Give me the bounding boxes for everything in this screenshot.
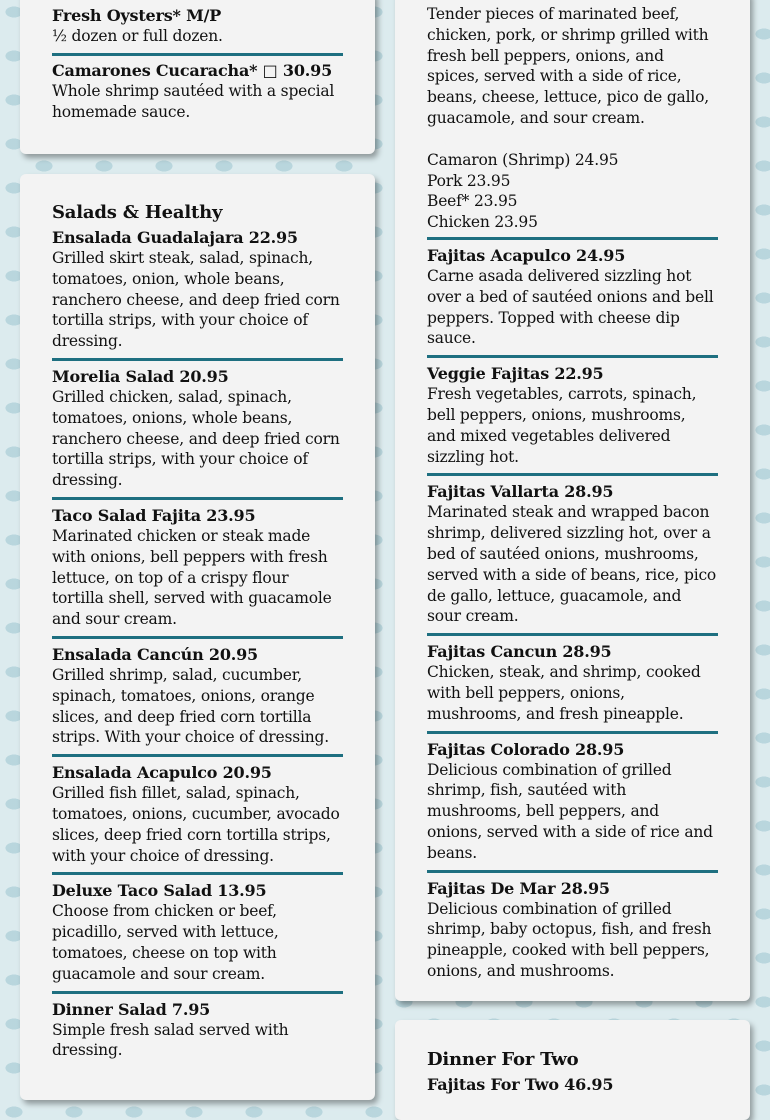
top-left-items [52, 0, 343, 134]
menu-item-name: Veggie Fajitas 22.95 [427, 364, 604, 384]
menu-item-desc: Whole shrimp sautéed with a special homemade sauce. [52, 81, 335, 121]
menu-item [427, 482, 718, 636]
fajita-option: Camaron (Shrimp) 24.95 [427, 150, 619, 169]
menu-item-desc: Tender pieces of marinated beef, chicken, pork, or shrimp grilled with fresh bell peppers, onions, and spices, served with a side of rice, beans, cheese, lettuce, pico de gallo, guacamole, and sour cream. [427, 5, 709, 127]
menu-item-desc: Grilled chicken, salad, spinach, tomatoes, onions, whole beans, ranchero cheese, and deep fried corn tortilla strips, with your choice of dressing. [52, 387, 340, 490]
menu-item [427, 740, 718, 873]
menu-item-desc: Simple fresh salad served with dressing. [52, 1020, 289, 1060]
menu-item [52, 228, 343, 361]
menu-item-name: Camarones Cucaracha* □ 30.95 [52, 60, 333, 80]
menu-item-name: Fajitas Cancun 28.95 [427, 642, 612, 662]
menu-item-name: Deluxe Taco Salad 13.95 [52, 881, 267, 901]
menu-item-desc: Marinated chicken or steak made with onions, bell peppers with fresh lettuce, on top of a crispy flour tortilla shell, served with guacamole and sour cream. [52, 526, 332, 629]
menu-item-name: Fresh Oysters* M/P [52, 6, 222, 25]
menu-item-name: Fajitas De Mar 28.95 [427, 878, 610, 898]
menu-item [427, 879, 718, 988]
menu-item [52, 645, 343, 757]
section-title: Salads & Healthy [52, 202, 223, 223]
menu-item-name: Fajitas Colorado 28.95 [427, 739, 625, 759]
menu-item [427, 246, 718, 358]
fajita-option: Pork 23.95 [427, 171, 511, 190]
menu-item-desc: Choose from chicken or beef, picadillo, served with lettuce, tomatoes, cheese on top with guacamole and sour cream. [52, 902, 279, 983]
menu-item-desc: Marinated steak and wrapped bacon shrimp, delivered sizzling hot, over a bed of sautéed onions, mushrooms, served with a side of beans, rice, pico de gallo, lettuce, guacamole, and sour cream. [427, 503, 717, 626]
menu-item-name: Dinner Salad 7.95 [52, 999, 211, 1019]
menu-item [52, 506, 343, 639]
menu-item-desc: Grilled skirt steak, salad, spinach, tomatoes, onion, whole beans, ranchero cheese, and deep fried corn tortilla strips, with your choice of dressing. [52, 249, 340, 351]
menu-item [427, 364, 718, 476]
menu-item-desc: Delicious combination of grilled shrimp, baby octopus, fish, and fresh pineapple, cooked with bell peppers, onions, and mushrooms. [427, 899, 712, 980]
menu-item [52, 881, 343, 993]
fajitas-section [427, 4, 718, 994]
menu-item-name: Ensalada Cancún 20.95 [52, 644, 258, 664]
menu-item-desc: Fresh vegetables, carrots, spinach, bell peppers, onions, mushrooms, and mixed vegetables delivered sizzling hot. [427, 385, 697, 466]
menu-item-name: Fajitas Vallarta 28.95 [427, 482, 614, 502]
spacer [427, 129, 718, 150]
menu-item [52, 61, 343, 129]
menu-item-desc: Delicious combination of grilled shrimp, fish, sautéed with mushrooms, bell peppers, and onions, served with a side of rice and beans. [427, 760, 713, 862]
section-title: Dinner For Two [427, 1049, 579, 1070]
menu-item-desc: Grilled shrimp, salad, cucumber, spinach, tomatoes, onions, orange slices, and deep fried corn tortilla strips. With your choice of dressing. [52, 665, 329, 747]
menu-item-desc: Chicken, steak, and shrimp, cooked with bell peppers, onions, mushrooms, and fresh pineapple. [427, 663, 701, 723]
menu-item-name: Morelia Salad 20.95 [52, 366, 229, 386]
menu-item-intro [427, 4, 718, 240]
menu-item [52, 367, 343, 500]
menu-item-desc: Grilled fish fillet, salad, spinach, tomatoes, onions, cucumber, avocado slices, deep fried corn tortilla strips, with your choice of dressing. [52, 784, 340, 865]
menu-item-name: Taco Salad Fajita 23.95 [52, 505, 256, 525]
menu-item [427, 642, 718, 733]
menu-item-desc: Carne asada delivered sizzling hot over a bed of sautéed onions and bell peppers. Topped with cheese dip sauce. [427, 266, 714, 348]
fajita-option: Beef* 23.95 [427, 192, 518, 211]
menu-item-name: Ensalada Guadalajara 22.95 [52, 228, 298, 247]
menu-item-name: Fajitas Acapulco 24.95 [427, 245, 626, 265]
dinner-for-two-section [427, 1049, 718, 1095]
menu-item-name: Ensalada Acapulco 20.95 [52, 763, 272, 783]
menu-item-name: Fajitas For Two 46.95 [427, 1075, 614, 1094]
menu-item [52, 6, 343, 56]
fajita-option: Chicken 23.95 [427, 213, 538, 232]
menu-item [52, 1000, 343, 1068]
menu-item [52, 763, 343, 875]
menu-item-desc: ½ dozen or full dozen. [52, 27, 223, 45]
salads-section [52, 202, 343, 1073]
